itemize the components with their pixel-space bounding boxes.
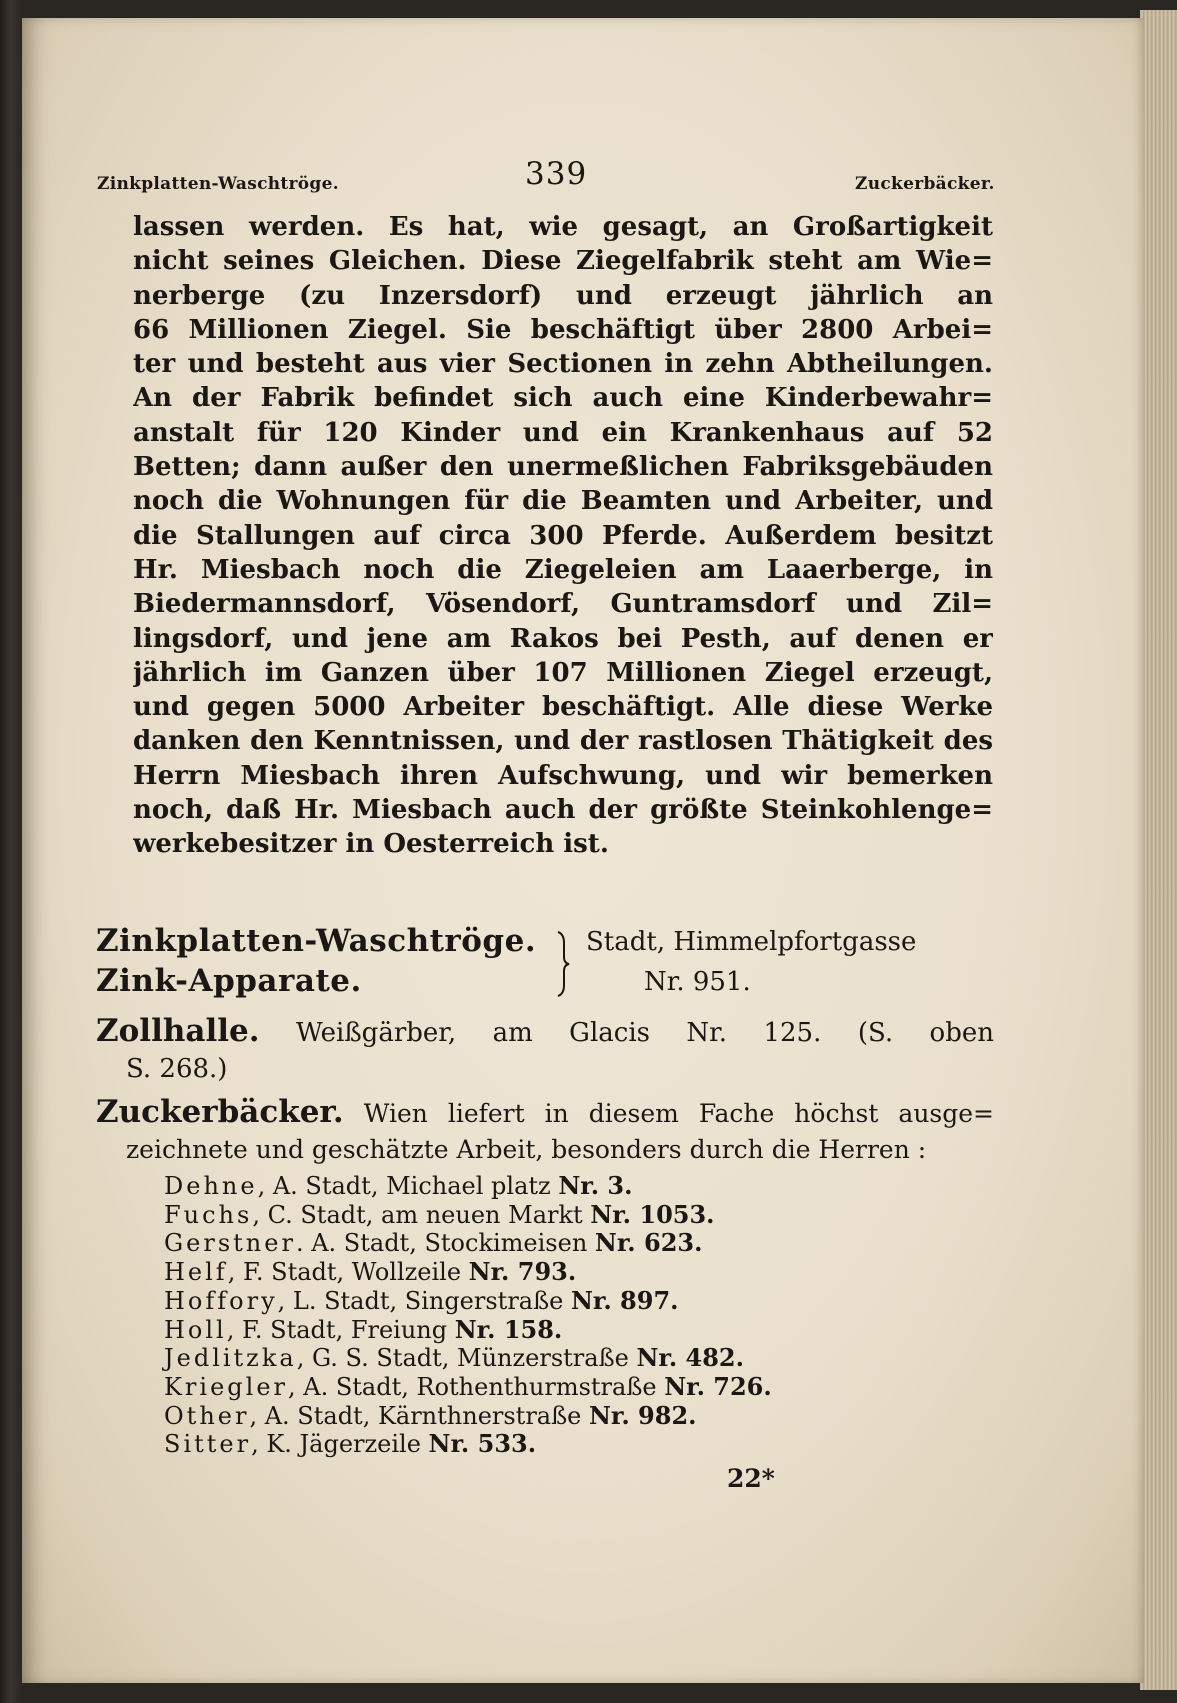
entry-heading-zollhalle: Zollhalle. [96,1013,260,1049]
list-item-address: , A. Stadt, Rothenthurmstraße [288,1372,665,1401]
body-line: Biedermannsdorf, Vösendorf, Guntramsdorf und Zil= [133,589,993,620]
zollhalle-entry [96,1013,994,1087]
body-line: nicht seines Gleichen. Diese Ziegelfabrik steht am Wie= [133,246,993,277]
list-item-name: Gerstner [164,1229,296,1258]
signature-mark: 22* [727,1464,775,1493]
book-page [22,18,1144,1683]
list-item-address: , K. Jägerzeile [251,1430,429,1459]
body-line: anstalt für 120 Kinder und ein Krankenhaus auf 52 [133,417,993,448]
zuckerbaecker-line [96,1094,994,1132]
zollhalle-text: Weißgärber, am Glacis Nr. 125. (S. oben [259,1018,994,1048]
zuckerbaecker-entry [96,1094,994,1168]
list-item [164,1172,924,1201]
body-line: nerberge (zu Inzersdorf) und erzeugt jährlich an [133,280,993,311]
list-item-name: Kriegler [164,1372,288,1401]
body-line: 66 Millionen Ziegel. Sie beschäftigt über 2800 Arbei= [133,314,993,345]
body-line: Hr. Miesbach noch die Ziegeleien am Laaerberge, in [133,554,993,585]
page-edge [1140,10,1177,1690]
list-item-number: Nr. 3. [558,1171,633,1200]
zuckerbaecker-text-continued: zeichnete und geschätzte Arbeit, besonders durch die Herren : [126,1135,927,1164]
zinkplatten-entry [96,923,996,1003]
body-line: noch die Wohnungen für die Beamten und Arbeiter, und [133,486,993,517]
list-item-address: , L. Stadt, Singerstraße [277,1286,571,1315]
body-line: Betten; dann außer den unermeßlichen Fabriksgebäuden [133,452,993,483]
body-paragraph [133,210,993,862]
zuckerbaecker-text: Wien liefert in diesem Fache höchst ausge= [343,1099,994,1128]
body-line: lingsdorf, und jene am Rakos bei Pesth, auf denen er [133,623,993,654]
list-item [164,1316,924,1345]
page-number: 339 [525,156,588,192]
body-line: und gegen 5000 Arbeiter beschäftigt. Alle diese Werke [133,692,993,723]
list-item-number: Nr. 897. [570,1285,679,1315]
list-item-name: Dehne [164,1172,258,1200]
curly-brace-icon [556,931,570,997]
list-item-number: Nr. 158. [454,1314,563,1344]
zollhalle-text-continued: S. 268.) [126,1054,228,1084]
confectioner-list [164,1172,924,1459]
list-item-address: . A. Stadt, Stockimeisen [295,1229,595,1258]
list-item [164,1229,924,1258]
body-line: noch, daß Hr. Miesbach auch der größte Steinkohlenge= [133,795,993,826]
list-item-address: , A. Stadt, Kärnthnerstraße [249,1401,589,1430]
body-line: danken den Kenntnissen, und der rastlosen Thätigkeit des [133,726,993,757]
list-item [164,1258,924,1287]
running-head-right: Zuckerbäcker. [855,174,995,194]
list-item [164,1373,924,1402]
body-line: jährlich im Ganzen über 107 Millionen Ziegel erzeugt, [133,657,993,688]
list-item-name: Other [164,1401,250,1430]
list-item-number: Nr. 533. [428,1429,537,1459]
body-line: ter und besteht aus vier Sectionen in zehn Abtheilungen. [133,349,993,380]
body-line: die Stallungen auf circa 300 Pferde. Außerdem besitzt [133,520,993,551]
list-item-address: , A. Stadt, Michael platz [257,1172,559,1200]
list-item-address: , C. Stadt, am neuen Markt [252,1200,591,1229]
list-item-name: Helf [164,1258,228,1287]
list-item-name: Fuchs [164,1200,253,1229]
list-item-address: , F. Stadt, Wollzeile [227,1258,469,1287]
list-item [164,1430,924,1459]
body-line: lassen werden. Es hat, wie gesagt, an Großartigkeit [133,212,993,242]
list-item-address: , F. Stadt, Freiung [226,1315,455,1344]
running-head-left: Zinkplatten-Waschtröge. [97,174,339,194]
entry-address-number: Nr. 951. [644,967,751,997]
zollhalle-line [96,1013,994,1051]
running-head [97,156,997,196]
body-line: An der Fabrik befindet sich auch eine Kinderbewahr= [133,383,993,414]
list-item [164,1201,924,1230]
body-line: werkebesitzer in Oesterreich ist. [133,829,609,860]
list-item-address: , G. S. Stadt, Münzerstraße [296,1344,637,1373]
list-item [164,1402,924,1431]
list-item-name: Jedlitzka [164,1344,297,1373]
list-item-name: Hoffory [164,1286,278,1315]
list-item-number: Nr. 1053. [590,1199,715,1229]
list-item [164,1344,924,1373]
list-item-name: Holl [164,1315,227,1344]
body-line: Herrn Miesbach ihren Aufschwung, und wir bemerken [133,760,993,791]
entry-heading-zinkplatten: Zinkplatten-Waschtröge. [96,923,537,959]
list-item-number: Nr. 982. [588,1400,697,1430]
list-item-name: Sitter [164,1430,252,1459]
list-item-number: Nr. 793. [468,1257,577,1287]
entry-heading-zuckerbaecker: Zuckerbäcker. [96,1094,344,1130]
list-item [164,1287,924,1316]
list-item-number: Nr. 726. [664,1371,772,1401]
entry-address: Stadt, Himmelpfortgasse [586,927,917,957]
list-item-number: Nr. 482. [636,1343,744,1373]
list-item-number: Nr. 623. [594,1228,703,1258]
entry-heading-zink-apparate: Zink-Apparate. [96,963,362,999]
